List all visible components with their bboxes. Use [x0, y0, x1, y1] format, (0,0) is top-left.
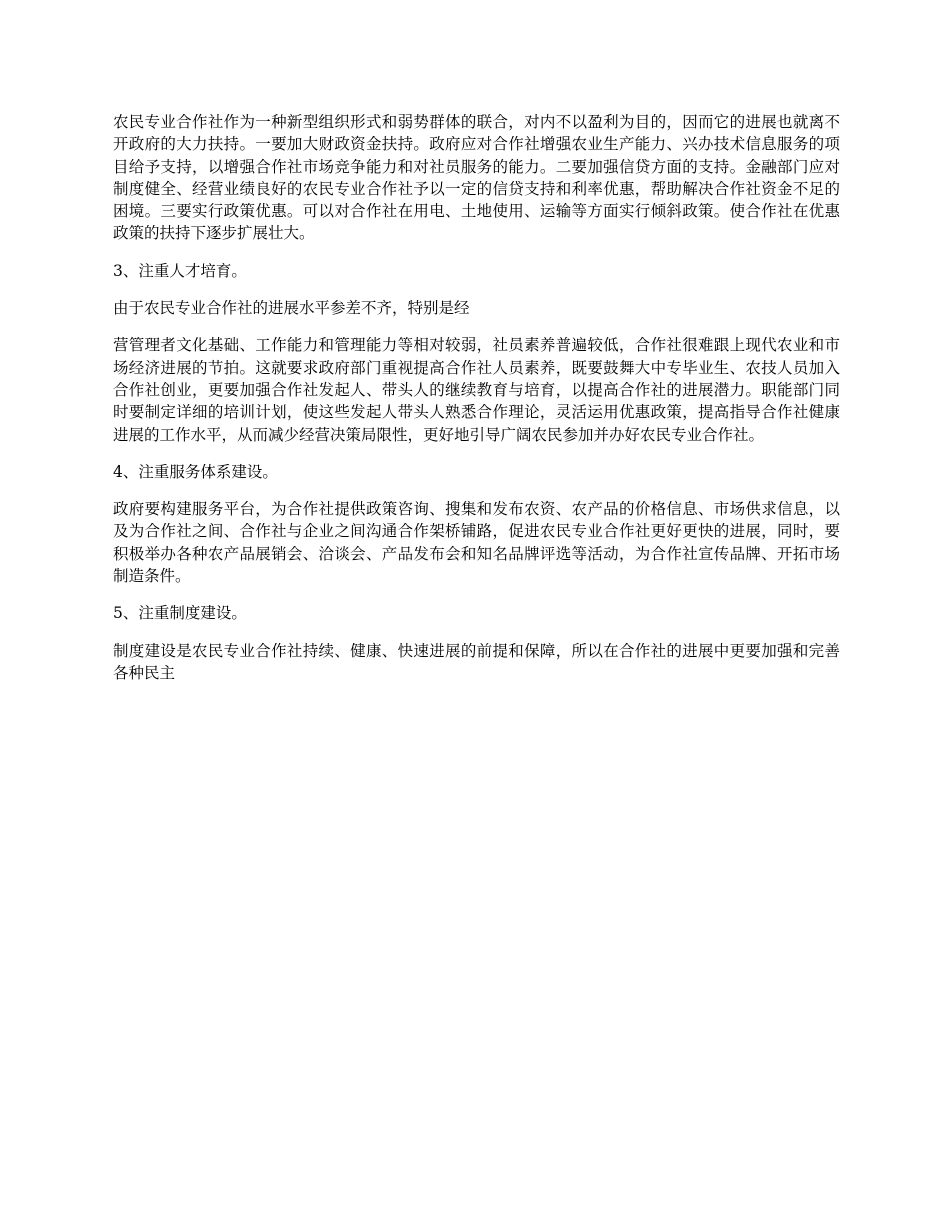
- paragraph-institution-building: 制度建设是农民专业合作社持续、健康、快速进展的前提和保障，所以在合作社的进展中更要加强和完善各种民主: [113, 641, 840, 682]
- paragraph-government-support: 农民专业合作社作为一种新型组织形式和弱势群体的联合，对内不以盈利为目的，因而它的进展也就离不开政府的大力扶持。一要加大财政资金扶持。政府应对合作社增强农业生产能力、兴办技术信息服务的项目给予支持，以增强合作社市场竞争能力和对社员服务的能力。二要加强信贷方面的支持。金融部门应对制度健全、经营业绩良好的农民专业合作社予以一定的信贷支持和利率优惠，帮助解决合作社资金不足的困境。三要实行政策优惠。可以对合作社在用电、土地使用、运输等方面实行倾斜政策。使合作社在优惠政策的扶持下逐步扩展壮大。: [113, 113, 840, 243]
- section-heading-institution-building: 5、注重制度建设。: [113, 604, 247, 623]
- paragraph-service-system: 政府要构建服务平台，为合作社提供政策咨询、搜集和发布农资、农产品的价格信息、市场供求信息，以及为合作社之间、合作社与企业之间沟通合作架桥铺路，促进农民专业合作社更好更快的进展，同时，要积极举办各种农产品展销会、洽谈会、产品发布会和知名品牌评选等活动，为合作社宣传品牌、开拓市场制造条件。: [113, 500, 840, 586]
- paragraph-talent-intro: 由于农民专业合作社的进展水平参差不齐，特别是经: [113, 299, 470, 318]
- paragraph-talent-details: 营管理者文化基础、工作能力和管理能力等相对较弱，社员素养普遍较低，合作社很难跟上现代农业和市场经济进展的节拍。这就要求政府部门重视提高合作社人员素养，既要鼓舞大中专毕业生、农技人员加入合作社创业，更要加强合作社发起人、带头人的继续教育与培育，以提高合作社的进展潜力。职能部门同时要制定详细的培训计划，使这些发起人带头人熟悉合作理论，灵活运用优惠政策，提高指导合作社健康进展的工作水平，从而减少经营决策局限性，更好地引导广阔农民参加并办好农民专业合作社。: [113, 336, 840, 444]
- section-heading-service-system: 4、注重服务体系建设。: [113, 462, 278, 481]
- document-page: [113, 111, 840, 699]
- section-heading-talent-cultivation: 3、注重人才培育。: [113, 261, 247, 280]
